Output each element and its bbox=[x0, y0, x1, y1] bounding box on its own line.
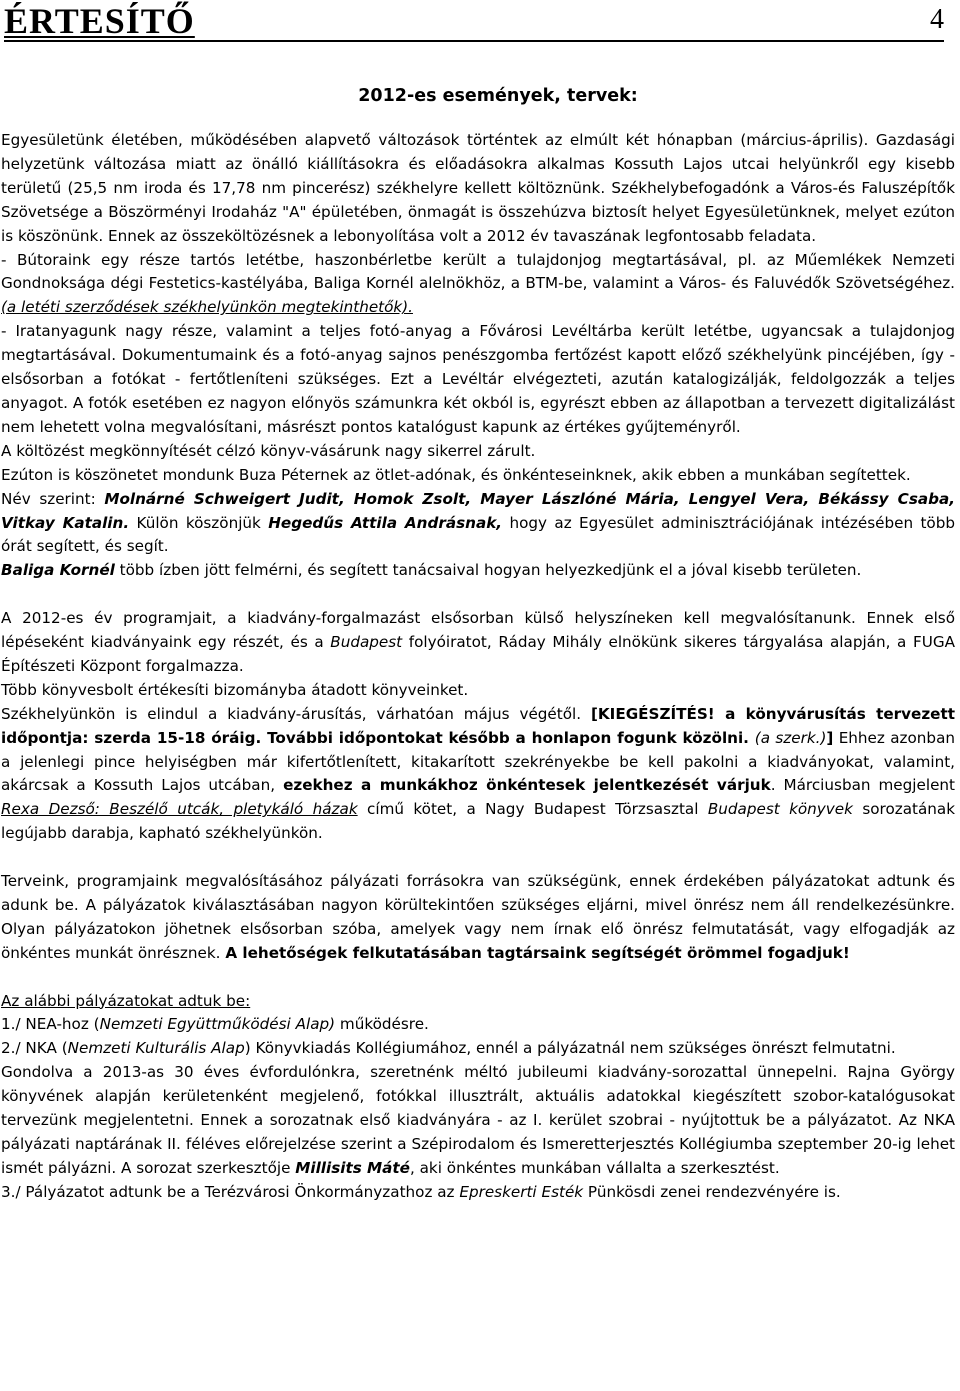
paragraph bbox=[1, 249, 955, 321]
text-run: Ehhez azonban a jelenlegi pince helyiségben már kifertőtlenített, kitakarított szekrényekbe be kell pakolni a kiadványokat, valamint, akárcsak a Kossuth Lajos utcában, bbox=[1, 728, 955, 795]
text-run: Székhelyünkön is elindul a kiadvány-árusítás, várhatóan május végétől. bbox=[1, 704, 591, 723]
text-run: ezekhez a munkákhoz önkéntesek jelentkezését várjuk bbox=[283, 776, 771, 795]
text-run: Több könyvesbolt értékesíti bizományba átadott könyveinket. bbox=[1, 680, 469, 699]
paragraph bbox=[1, 990, 955, 1014]
text-run: 1./ NEA-hoz ( bbox=[1, 1015, 100, 1034]
text-run: című kötet, a Nagy Budapest Törzsasztal bbox=[357, 800, 708, 819]
paragraph-gap bbox=[1, 966, 955, 990]
text-run: működésre. bbox=[335, 1015, 429, 1034]
text-run: Rexa Dezső: Beszélő utcák, pletykáló házak bbox=[1, 800, 358, 819]
text-run: folyóiratot, Ráday Mihály elnökünk sikeres tárgyalása alapján, a FUGA Építészeti Központ forgalmazza. bbox=[1, 633, 955, 675]
text-run: Budapest könyvek bbox=[707, 800, 853, 819]
paragraph bbox=[1, 1061, 955, 1181]
text-run: (a szerk.) bbox=[754, 728, 827, 747]
paragraph bbox=[1, 129, 955, 249]
text-run: A 2012-es év programjait, a kiadvány-forgalmazást elsősorban külső helyszíneken kell megvalósítanunk. Ennek első lépéseként kiadványaink egy részét, és a bbox=[1, 609, 955, 652]
text-run: - Iratanyagunk nagy része, valamint a teljes fotó-anyag a Fővárosi Levéltárba került letétbe, ugyancsak a tulajdonjog megtartásával. Dokumentumaink és a fotó-anyag sajnos penészgomba fertőzést kapott előző székhelyünk pincéjében, így - elsősorban a fotókat - fertőtleníteni szükséges. Ezt a Levéltár elvégezteti, azután katalogizálják, feldolgozzák a teljes anyagot. A fotók esetében ez nagyon előnyös számunkra két okból is, egyrészt ebben az állapotban a tervezett digitalizálást nem lehetett volna megvalósítani, másrészt pontos katalógust kapunk az értékes gyűjteményről. bbox=[1, 322, 955, 436]
text-run: A lehetőségek felkutatásában tagtársaink segítségét örömmel fogadjuk! bbox=[225, 943, 850, 962]
paragraph bbox=[1, 440, 955, 464]
text-run: sorozatának legújabb darabja, kapható székhelyünkön. bbox=[1, 800, 956, 843]
text-run: A költözést megkönnyítését célzó könyv-vásárunk nagy sikerrel zárult. bbox=[1, 441, 536, 460]
paragraph bbox=[1, 679, 955, 703]
text-run: Gondolva a 2013-as 30 éves évfordulónkra, szeretnénk méltó jubileumi kiadvány-sorozattal ünnepelni. Rajna György könyvének alapján kerületenként megjelenő, fotókkal illusztrált, aktuális adatokkal kiegészített szobor-katalógusokat tervezünk megjelentetni. Ennek a sorozatnak első kiadványára - az I. kerület szobrai - nyújtottuk be a pályázatot. Az NKA pályázati naptárának II. féléves előrejelzése szerint a Szépirodalom és Ismeretterjesztés Kollégiumba szeptember 20-ig lehet ismét pályázni. A sorozat szerkesztője bbox=[1, 1063, 955, 1177]
text-run: , aki önkéntes munkában vállalta a szerkesztést. bbox=[409, 1158, 780, 1177]
article-body bbox=[1, 129, 955, 1205]
paragraph bbox=[1, 488, 955, 560]
text-run: 3./ Pályázatot adtunk be a Terézvárosi Önkormányzathoz az bbox=[1, 1182, 460, 1201]
text-run: Millisits Máté bbox=[295, 1158, 410, 1177]
text-run: ] bbox=[826, 728, 834, 747]
text-run: Budapest bbox=[330, 633, 403, 652]
text-run: hogy az Egyesület adminisztrációjának intézésében több órát segített, és segít. bbox=[1, 513, 956, 556]
paragraph bbox=[1, 559, 955, 583]
text-run: Nemzeti Együttműködési Alap) bbox=[99, 1015, 336, 1034]
page-number: 4 bbox=[930, 4, 944, 35]
paragraph bbox=[1, 607, 955, 679]
text-run: Név szerint: bbox=[1, 489, 105, 508]
text-run: Epreskerti Esték bbox=[459, 1182, 584, 1201]
text-run: 2./ NKA ( bbox=[1, 1039, 68, 1058]
text-run: Hegedűs Attila Andrásnak, bbox=[268, 513, 503, 532]
text-run: . Márciusban megjelent bbox=[770, 776, 955, 795]
text-run: ) Könyvkiadás Kollégiumához, ennél a pályázatnál nem szükséges önrészt felmutatni. bbox=[244, 1039, 896, 1058]
newsletter-title: ÉRTESÍTŐ bbox=[4, 1, 195, 41]
text-run: több ízben jött felmérni, és segített tanácsaival hogyan helyezkedjünk el a jóval kisebb területen. bbox=[114, 561, 862, 580]
section-heading: 2012-es események, tervek: bbox=[358, 86, 638, 106]
text-run: Az alábbi pályázatokat adtuk be: bbox=[1, 991, 251, 1010]
text-run: Molnárné Schweigert Judit, Homok Zsolt, Mayer Lászlóné Mária, Lengyel Vera, Békássy Csaba, Vitkay Katalin. bbox=[1, 489, 955, 532]
paragraph bbox=[1, 320, 955, 440]
text-run: Nemzeti Kulturális Alap bbox=[67, 1039, 245, 1058]
paragraph bbox=[1, 870, 955, 966]
paragraph bbox=[1, 1013, 955, 1037]
text-run: Baliga Kornél bbox=[1, 561, 115, 580]
text-run: Ezúton is köszönetet mondunk Buza Péternek az ötlet-adónak, és önkénteseinknek, akik ebben a munkában segítettek. bbox=[1, 465, 911, 484]
paragraph bbox=[1, 1037, 955, 1061]
paragraph-gap bbox=[1, 846, 955, 870]
paragraph-gap bbox=[1, 583, 955, 607]
text-run: [KIEGÉSZÍTÉS! a könyvárusítás tervezett időpontja: szerda 15-18 óráig. További időpontokat később a honlapon fogunk közölni. bbox=[1, 704, 955, 747]
text-run: (a letéti szerződések székhelyünkön megtekinthetők). bbox=[1, 298, 413, 317]
newsletter-header bbox=[4, 1, 944, 42]
text-run: - Bútoraink egy része tartós letétbe, haszonbérletbe került a tulajdonjog megtartásával, pl. az Műemlékek Nemzeti Gondnoksága dégi Festetics-kastélyába, Baliga Kornél alelnökhöz, a BTM-be, valamint a Város- és Faluvédők Szövetségéhez. bbox=[1, 250, 955, 293]
paragraph bbox=[1, 1181, 955, 1205]
paragraph bbox=[1, 464, 955, 488]
text-run: Egyesületünk életében, működésében alapvető változások történtek az elmúlt két hónapban (március-április). Gazdasági helyzetünk változása miatt az önálló kiállításokra és előadásokra alkalmas Kossuth Lajos utcai helyünkről egy kisebb területű (25,5 nm iroda és 17,78 nm pincerész) székhelyre kellett költöznünk. Székhelybefogadónk a Város-és Faluszépítők Szövetsége a Böszörményi Irodaház "A" épületében, önmagát is összehúzva biztosít helyet Egyesületünknek, melyet ezúton is köszönünk. Ennek az összeköltözésnek a lebonyolítása volt a 2012 év tavaszának legfontosabb feladata. bbox=[1, 131, 955, 245]
text-run: Terveink, programjaink megvalósításához pályázati forrásokra van szükségünk, ennek érdekében pályázatokat adtunk és adunk be. A pályázatok kiválasztásában nagyon körültekintően szükséges eljárni, mivel önrész nem áll rendelkezésünkre. Olyan pályázatokon jöhetnek elsősorban szóba, amelyek vagy nem írnak elő önrész felmutatását, vagy elfogadják az önkéntes munkát önrésznek. bbox=[1, 872, 955, 962]
text-run: Pünkösdi zenei rendezvényére is. bbox=[583, 1182, 841, 1201]
paragraph bbox=[1, 703, 955, 846]
text-run: Külön köszönjük bbox=[129, 513, 269, 532]
